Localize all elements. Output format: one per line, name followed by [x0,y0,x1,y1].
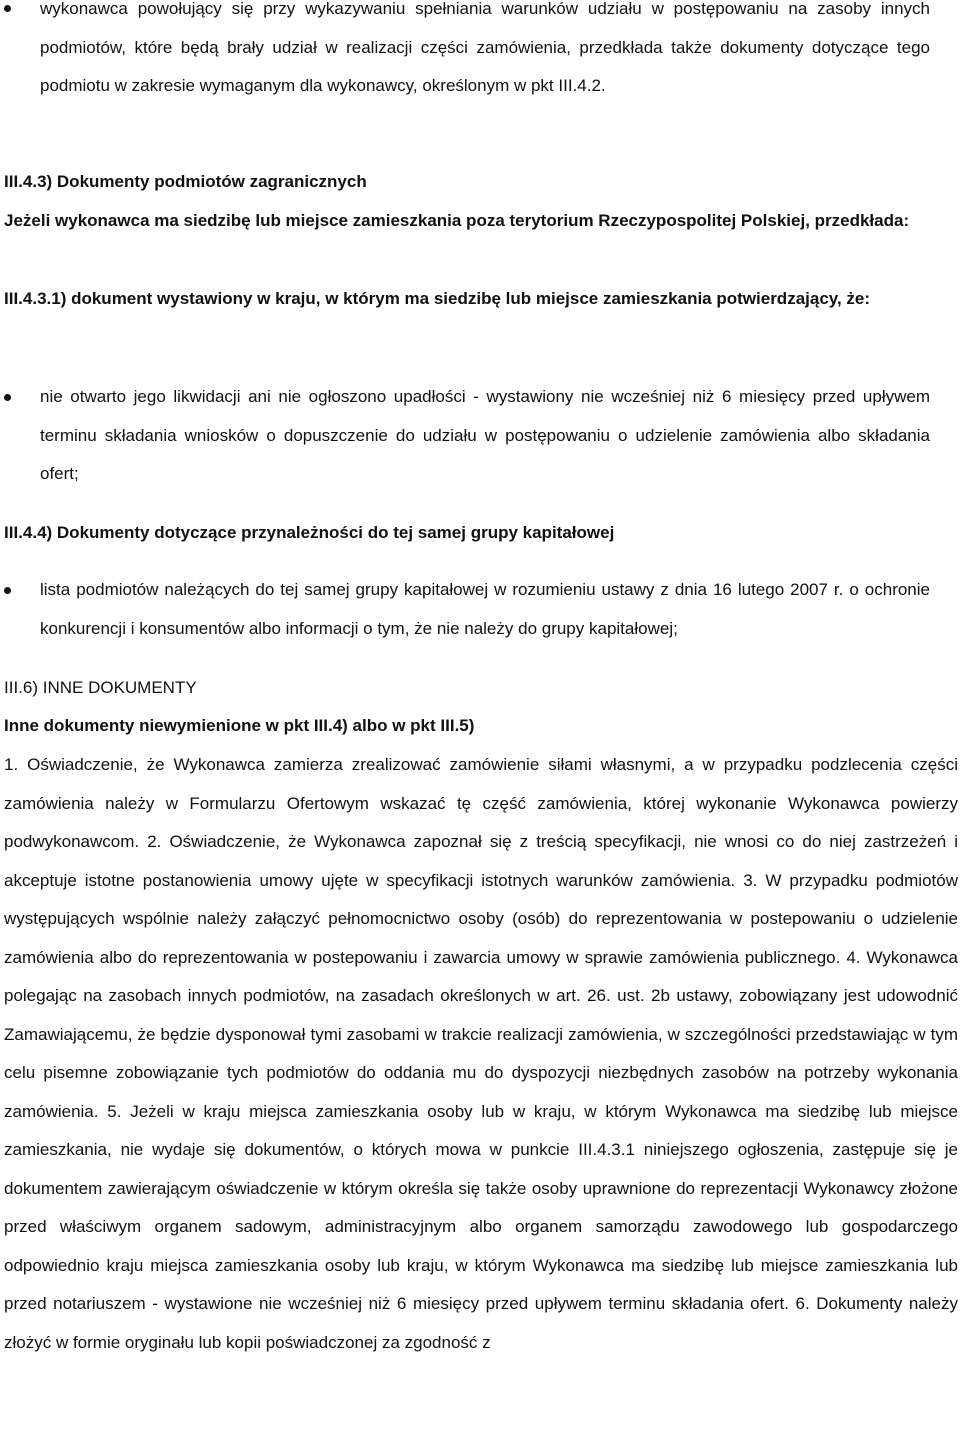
section-iii-6-subheading: Inne dokumenty niewymienione w pkt III.4) albo w pkt III.5) [4,716,475,735]
section-iii-4-3-1-bullet: nie otwarto jego likwidacji ani nie ogłoszono upadłości - wystawiony nie wcześniej niż 6 miesięcy przed upływem terminu składania wniosków o dopuszczenie do udziału w postępowaniu o udzielenie zamówienia albo składania ofert; [40,387,930,483]
section-iii-4-3-1-text: III.4.3.1) dokument wystawiony w kraju, w którym ma siedzibę lub miejsce zamieszkania potwierdzający, że: [4,289,871,308]
section-heading-iii-4-4: III.4.4) Dokumenty dotyczące przynależności do tej samej grupy kapitałowej [4,523,615,542]
section-iii-4-3-text: Jeżeli wykonawca ma siedzibę lub miejsce zamieszkania poza terytorium Rzeczypospolitej Polskiej, przedkłada: [4,211,910,230]
section-iii-6-body: 1. Oświadczenie, że Wykonawca zamierza zrealizować zamówienie siłami własnymi, a w przypadku podzlecenia części zamówienia należy w Formularzu Ofertowym wskazać tę część zamówienia, której wykonanie Wykonawca powierzy podwykonawcom. 2. Oświadczenie, że Wykonawca zapoznał się z treścią specyfikacji, nie wnosi co do niej zastrzeżeń i akceptuje istotne postanowienia umowy ujęte w specyfikacji istotnych warunków zamówienia. 3. W przypadku podmiotów występujących wspólnie należy załączyć pełnomocnictwo osoby (osób) do reprezentowania w postepowaniu o udzielenie zamówienia albo do reprezentowania w postepowaniu i zawarcia umowy w sprawie zamówienia publicznego. 4. Wykonawca polegając na zasobach innych podmiotów, na zasadach określonych w art. 26. ust. 2b ustawy, zobowiązany jest udowodnić Zamawiającemu, że będzie dysponował tymi zasobami w trakcie realizacji zamówienia, w szczególności przedstawiając w tym celu pisemne zobowiązanie tych podmiotów do oddania mu do dyspozycji niezbędnych zasobów na potrzeby wykonania zamówienia. 5. Jeżeli w kraju miejsca zamieszkania osoby lub w kraju, w którym Wykonawca ma siedzibę lub miejsce zamieszkania, nie wydaje się dokumentów, o których mowa w punkcie III.4.3.1 niniejszego ogłoszenia, zastępuje się je dokumentem zawierającym oświadczenie w którym określa się także osoby uprawnione do reprezentacji Wykonawcy złożone przed właściwym organem sadowym, administracyjnym albo organem samorządu zawodowego lub gospodarczego odpowiednio kraju miejsca zamieszkania osoby lub kraju, w którym Wykonawca ma siedzibę lub miejsce zamieszkania lub przed notariuszem - wystawione nie wcześniej niż 6 miesięcy przed upływem terminu składania ofert. 6. Dokumenty należy złożyć w formie oryginału lub kopii poświadczonej za zgodność z [4,755,958,1352]
top-bullet-text: wykonawca powołujący się przy wykazywaniu spełniania warunków udziału w postępowaniu na zasoby innych podmiotów, które będą brały udział w realizacji części zamówienia, przedkłada także dokumenty dotyczące tego podmiotu w zakresie wymaganym dla wykonawcy, określonym w pkt III.4.2. [40,0,930,95]
bullet-icon [4,587,11,594]
section-heading-iii-6: III.6) INNE DOKUMENTY [4,678,197,697]
section-iii-4-4-bullet: lista podmiotów należących do tej samej grupy kapitałowej w rozumieniu ustawy z dnia 16 lutego 2007 r. o ochronie konkurencji i konsumentów albo informacji o tym, że nie należy do grupy kapitałowej; [40,580,930,638]
bullet-icon [4,394,11,401]
section-heading-iii-4-3: III.4.3) Dokumenty podmiotów zagranicznych [4,172,367,191]
bullet-icon [4,5,11,12]
